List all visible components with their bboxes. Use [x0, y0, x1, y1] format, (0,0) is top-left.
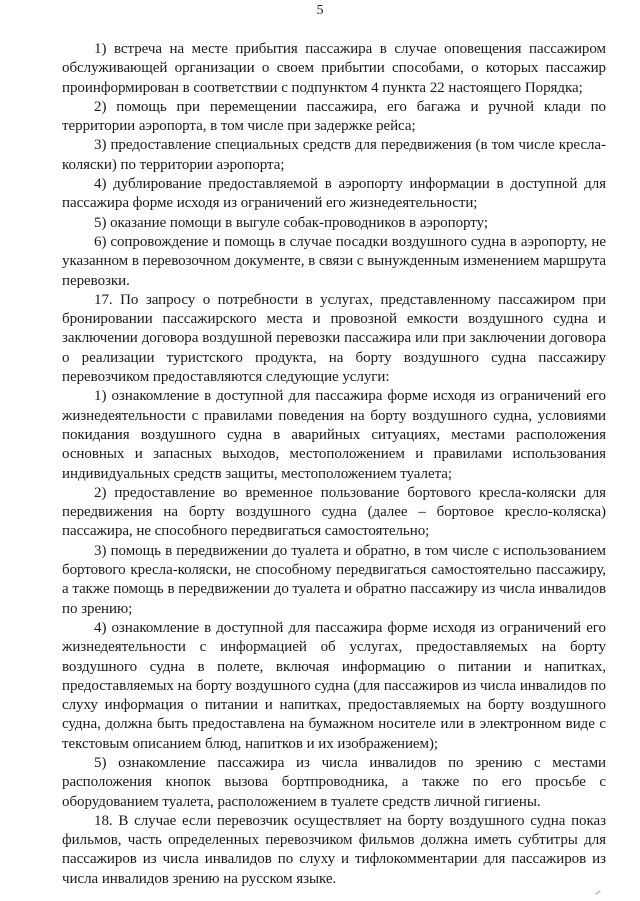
- paragraph-airport-service-2: 2) помощь при перемещении пассажира, его багажа и ручной клади по территории аэропорта, в том числе при задержке рейса;: [62, 98, 606, 135]
- scan-artifact: [595, 890, 600, 894]
- page-number: 5: [316, 3, 324, 18]
- document-body: [62, 40, 606, 889]
- paragraph-onboard-service-4: 4) ознакомление в доступной для пассажира форме исходя из ограничений его жизнедеятельности с информацией об услугах, предоставляемых на борту воздушного судна в полете, включая информацию о питании и напитках, предоставляемых на борту воздушного судна (для пассажиров из числа инвалидов по слуху информация о питании и напитках, предоставляемых на борту воздушного судна, должна быть предоставлена на бумажном носителе или в электронном виде с текстовым описанием блюд, напитков и их изображением);: [62, 619, 606, 752]
- paragraph-airport-service-6: 6) сопровождение и помощь в случае посадки воздушного судна в аэропорту, не указанном в перевозочном документе, в связи с вынужденным изменением маршрута перевозки.: [62, 233, 606, 289]
- paragraph-airport-service-3: 3) предоставление специальных средств для передвижения (в том числе кресла-коляски) по территории аэропорта;: [62, 137, 606, 173]
- paragraph-onboard-service-3: 3) помощь в передвижении до туалета и обратно, в том числе с использованием бортового кресла-коляски, не способному передвигаться самостоятельно пассажиру, а также помощь в передвижении до туалета и обратно пассажиру из числа инвалидов по зрению;: [62, 542, 606, 617]
- paragraph-clause-17: 17. По запросу о потребности в услугах, представленному пассажиром при бронировании пассажирского места и провозной емкости воздушного судна и заключении договора воздушной перевозки пассажира или при заключении договора о реализации туристского продукта, на борту воздушного судна пассажиру перевозчиком предоставляются следующие услуги:: [62, 291, 606, 386]
- paragraph-clause-18: 18. В случае если перевозчик осуществляет на борту воздушного судна показ фильмов, часть определенных перевозчиком фильмов должна иметь субтитры для пассажиров из числа инвалидов по слуху и тифлокомментарии для пассажиров из числа инвалидов зрению на русском языке.: [62, 812, 606, 887]
- paragraph-onboard-service-2: 2) предоставление во временное пользование бортового кресла-коляски для передвижения на борту воздушного судна (далее – бортовое кресло-коляска) пассажира, не способного передвигаться самостоятельно;: [62, 484, 606, 540]
- paragraph-airport-service-5: 5) оказание помощи в выгуле собак-проводников в аэропорту;: [94, 214, 488, 231]
- paragraph-airport-service-1: 1) встреча на месте прибытия пассажира в случае оповещения пассажиром обслуживающей организации о своем прибытии способами, о которых пассажир проинформирован в соответствии с подпунктом 4 пункта 22 настоящего Порядка;: [62, 41, 606, 96]
- paragraph-airport-service-4: 4) дублирование предоставляемой в аэропорту информации в доступной для пассажира форме исходя из ограничений его жизнедеятельности;: [62, 176, 606, 212]
- paragraph-onboard-service-5: 5) ознакомление пассажира из числа инвалидов по зрению с местами расположения кнопок вызова бортпроводника, а также по его просьбе с оборудованием туалета, расположением в туалете средств личной гигиены.: [62, 754, 606, 810]
- paragraph-onboard-service-1: 1) ознакомление в доступной для пассажира форме исходя из ограничений его жизнедеятельности с правилами поведения на борту воздушного судна, условиями покидания воздушного судна в аварийных ситуациях, местами расположения основных и запасных выходов, местоположением и правилами использования индивидуальных средств защиты, местоположением туалета;: [62, 388, 606, 482]
